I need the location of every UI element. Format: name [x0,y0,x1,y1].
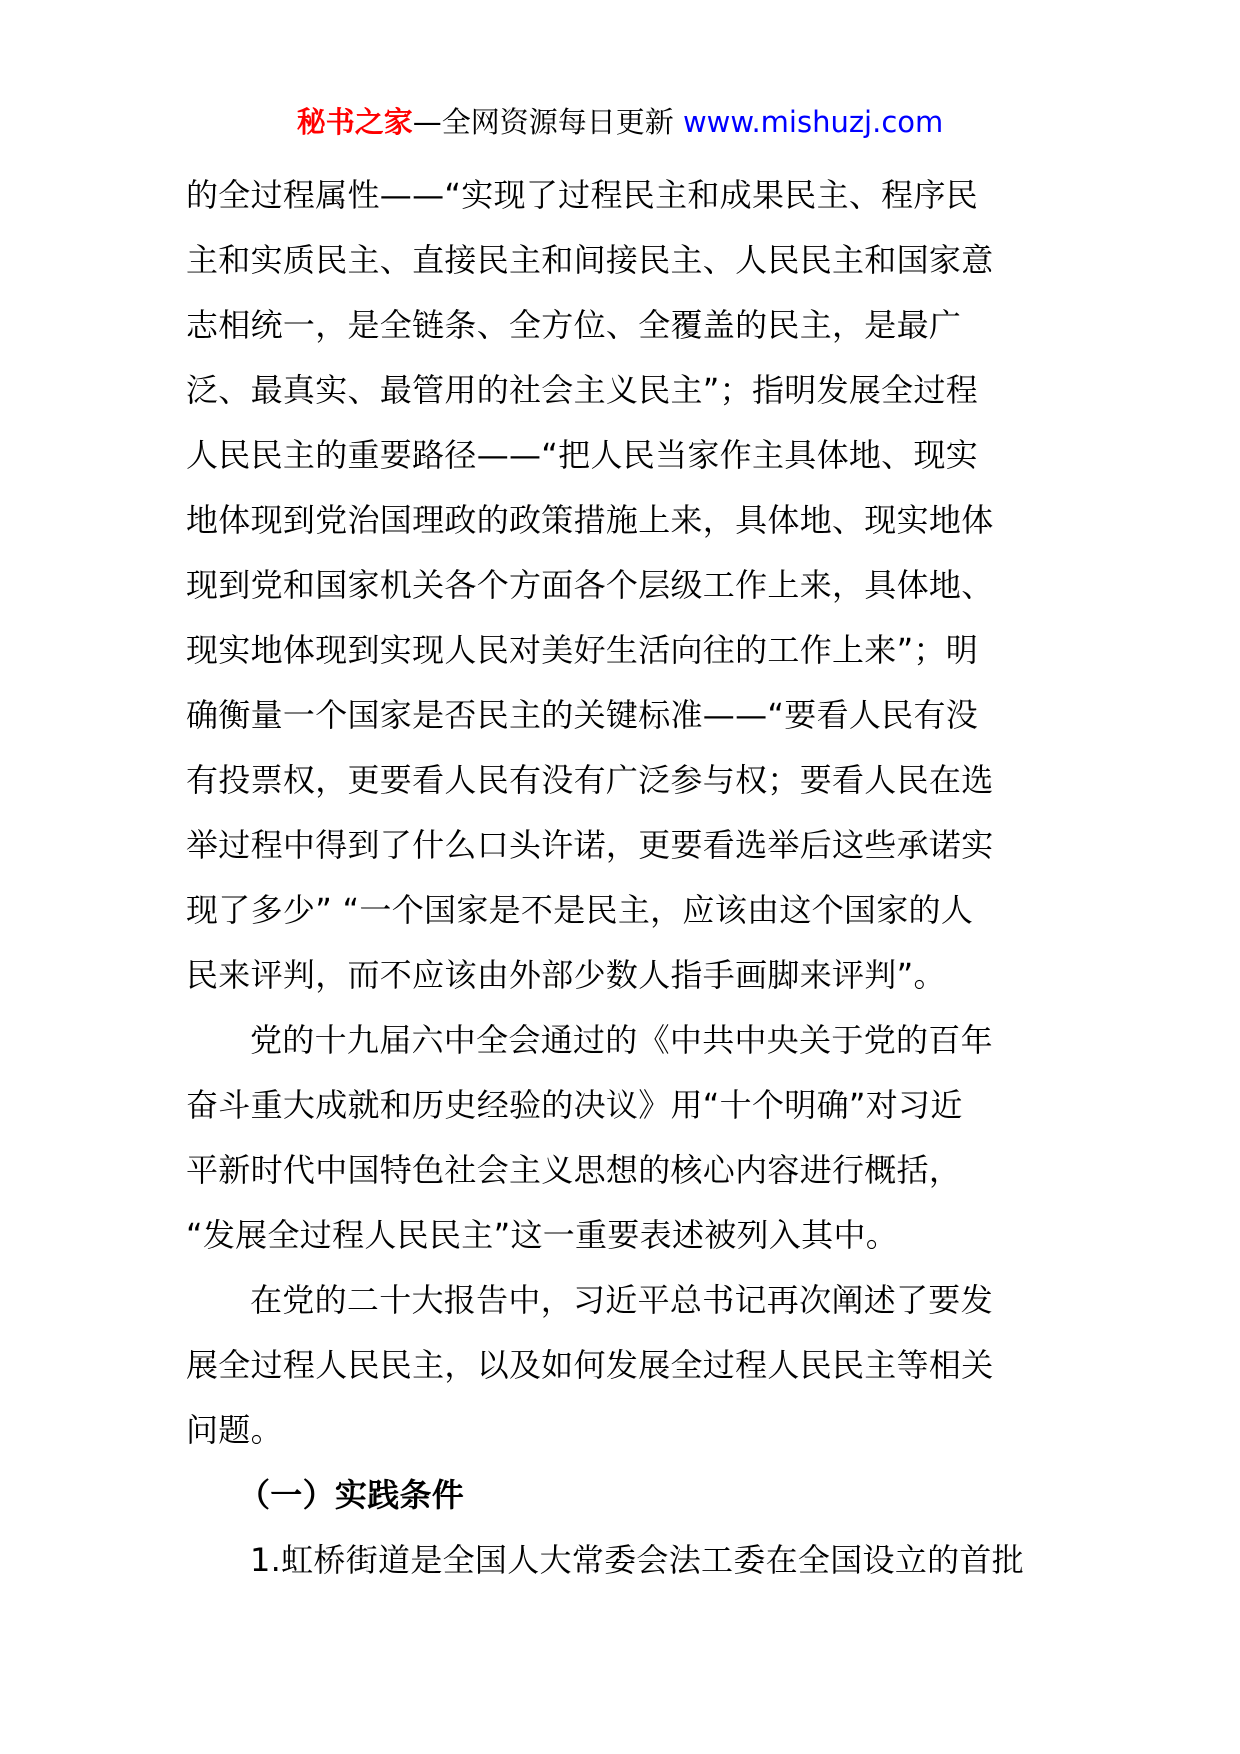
paragraph-start-line: 1.虹桥街道是全国人大常委会法工委在全国设立的首批 [250,1541,1025,1579]
paragraph-start-line: 在党的二十大报告中，习近平总书记再次阐述了要发 [250,1281,993,1319]
body-line: 民来评判，而不应该由外部少数人指手画脚来评判”。 [186,956,946,994]
body-line: 泛、最真实、最管用的社会主义民主”；指明发展全过程 [186,371,979,409]
body-line: 展全过程人民民主，以及如何发展全过程人民民主等相关 [186,1346,994,1384]
body-line: 地体现到党治国理政的政策措施上来，具体地、现实地体 [186,501,994,539]
body-line: 人民民主的重要路径——“把人民当家作主具体地、现实 [186,436,979,474]
body-line: 现到党和国家机关各个方面各个层级工作上来，具体地、 [186,566,994,604]
body-line: 奋斗重大成就和历史经验的决议》用“十个明确”对习近 [186,1086,963,1124]
section-heading: （一）实践条件 [238,1476,465,1514]
body-line: 现实地体现到实现人民对美好生活向往的工作上来”；明 [186,631,979,669]
header-brand: 秘书之家 [296,105,413,139]
body-line: 志相统一，是全链条、全方位、全覆盖的民主，是最广 [186,306,962,344]
page-header [0,100,1240,144]
document-body [186,163,1056,1593]
header-url-link[interactable]: www.mishuzj.com [682,105,944,139]
body-line: 举过程中得到了什么口头许诺，更要看选举后这些承诺实 [186,826,994,864]
body-line: 主和实质民主、直接民主和间接民主、人民民主和国家意 [186,241,994,279]
body-line: 有投票权，更要看人民有没有广泛参与权；要看人民在选 [186,761,994,799]
body-line: 现了多少” “一个国家是不是民主，应该由这个国家的人 [186,891,974,929]
body-line: “发展全过程人民民主”这一重要表述被列入其中。 [186,1216,899,1254]
body-line: 问题。 [186,1411,283,1449]
paragraph-start-line: 党的十九届六中全会通过的《中共中央关于党的百年 [250,1021,993,1059]
header-tagline: —全网资源每日更新 [412,105,674,139]
body-line: 平新时代中国特色社会主义思想的核心内容进行概括， [186,1151,962,1189]
body-line: 的全过程属性——“实现了过程民主和成果民主、程序民 [186,176,979,214]
body-line: 确衡量一个国家是否民主的关键标准——“要看人民有没 [186,696,979,734]
